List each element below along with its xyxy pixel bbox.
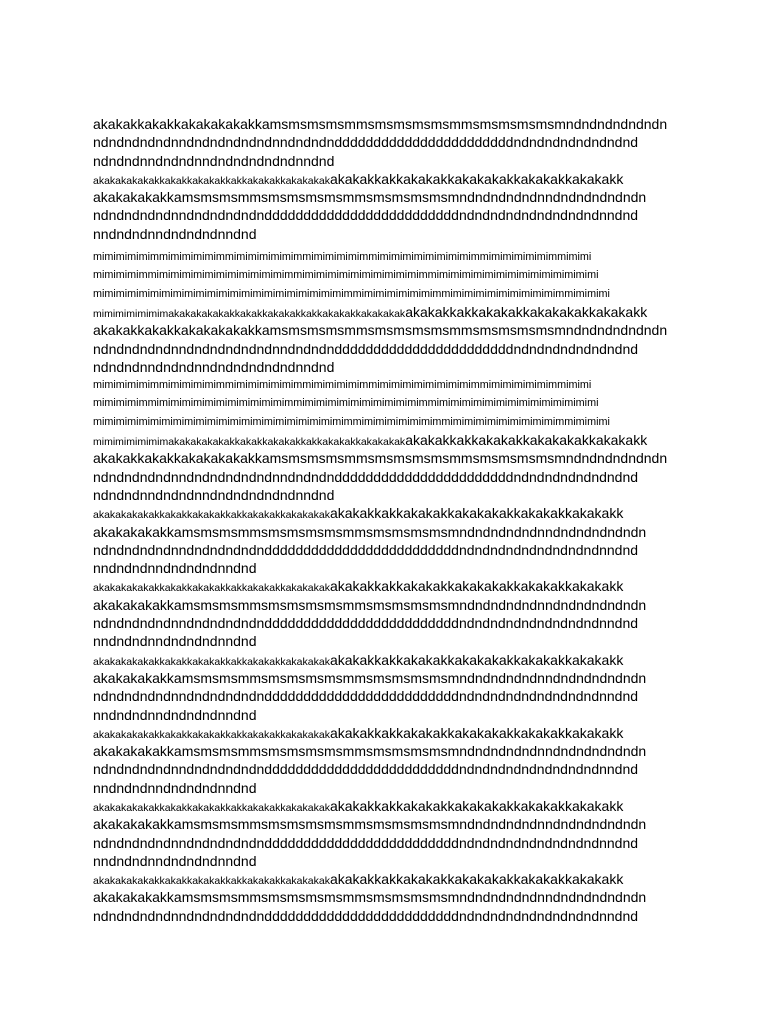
text-line bbox=[93, 523, 693, 541]
text-line bbox=[93, 724, 693, 742]
text-line bbox=[93, 394, 693, 412]
text-line bbox=[93, 815, 693, 833]
text-run: akakakkakkakakakkakakakakkakakakkakakakk bbox=[329, 871, 624, 888]
text-run: akakakakakkamsmsmsmmsmsmsmsmsmmsmsmsmsmsmndndndndndnndndndndndndn bbox=[93, 596, 647, 613]
small-text-run: mimimimimimimakakakakakakkakakkakakakkakkakakakkakakakak bbox=[93, 436, 406, 449]
text-line bbox=[93, 248, 693, 266]
text-run: ndndndnndndndnndndndndndndnndnd bbox=[93, 358, 335, 375]
text-line bbox=[93, 285, 693, 303]
text-line bbox=[93, 760, 693, 778]
text-line bbox=[93, 225, 693, 243]
text-line bbox=[93, 541, 693, 559]
text-run: akakakkakakkakakakakakkamsmsmsmsmmsmsmsmsmsmmsmsmsmsmsmndndndndndndn bbox=[93, 322, 668, 339]
text-run: nndndndnndndndndnndnd bbox=[93, 852, 257, 869]
text-run: akakakakakkamsmsmsmmsmsmsmsmsmmsmsmsmsmsmndndndndndnndndndndndndn bbox=[93, 189, 647, 206]
text-run: ndndndndndnndndndndndndnndndndndddddddddddddddddddddddndndndndndndndnd bbox=[93, 134, 639, 151]
text-run: nndndndnndndndndnndnd bbox=[93, 706, 257, 723]
text-line bbox=[93, 742, 693, 760]
text-line bbox=[93, 797, 693, 815]
text-run: akakakkakkakakakkakakakakkakakakk bbox=[405, 303, 648, 320]
text-run: akakakakakkamsmsmsmmsmsmsmsmsmmsmsmsmsmsmndndndndndnndndndndndndn bbox=[93, 523, 647, 540]
text-run: ndndndnndndndnndndndndndndnndnd bbox=[93, 152, 335, 169]
text-line bbox=[93, 115, 693, 133]
text-line bbox=[93, 188, 693, 206]
text-run: nndndndnndndndndnndnd bbox=[93, 633, 257, 650]
text-line bbox=[93, 376, 693, 394]
small-text-run: akakakakakakkakakkakakakkakkakakakkakakakak bbox=[93, 582, 330, 595]
text-run: ndndndnndndndnndndndndndndnndnd bbox=[93, 486, 335, 503]
text-line bbox=[93, 907, 693, 925]
text-run: akakakkakkakakakkakakakakkakakakkakakakk bbox=[329, 170, 624, 187]
text-run: nndndndnndndndndnndnd bbox=[93, 779, 257, 796]
text-run: akakakkakkakakakkakakakakkakakakkakakakk bbox=[329, 797, 624, 814]
text-run: akakakkakkakakakkakakakakkakakakk bbox=[405, 432, 648, 449]
text-run: akakakkakkakakakkakakakakkakakakkakakakk bbox=[329, 505, 624, 522]
text-line bbox=[93, 596, 693, 614]
text-run: mimimimimimimimimimimimimimimimimimimimimimimmimimimimimimimmimimimimimimimimimimmimimimi bbox=[93, 287, 610, 300]
text-run: akakakakakkamsmsmsmmsmsmsmsmsmmsmsmsmsmsmndndndndndnndndndndndndn bbox=[93, 889, 647, 906]
text-line bbox=[93, 431, 693, 449]
text-run: mimimimimimimimimimimimimimimimimimimimimimimmimimimimimimimmimimimimimimimimimimmimimimi bbox=[93, 415, 610, 428]
small-text-run: akakakakakakkakakkakakakkakkakakakkakakakak bbox=[93, 728, 330, 741]
text-run: ndndndndndnndndndndndndnndndndndddddddddddddddddddddddndndndndndndndnd bbox=[93, 468, 639, 485]
text-line bbox=[93, 852, 693, 870]
small-text-run: akakakakakakkakakkakakakkakkakakakkakakakak bbox=[93, 875, 330, 888]
text-line bbox=[93, 303, 693, 321]
text-run: mimimimimimmimimimimimmimimimimimimmimimimimimmimimimimimimimimimmimimimimimimmimimi bbox=[93, 379, 592, 392]
text-run: akakakkakkakakakkakakakakkakakakkakakakk bbox=[329, 578, 624, 595]
text-run: ndndndndndnndndndndndndddddddddddddddddddddddddndndndndndndndndndnndnd bbox=[93, 207, 639, 224]
text-line bbox=[93, 614, 693, 632]
text-line bbox=[93, 651, 693, 669]
text-line bbox=[93, 266, 693, 284]
text-run: ndndndndndnndndndndndndddddddddddddddddddddddddndndndndndndndndndnndnd bbox=[93, 688, 639, 705]
text-run: akakakakakkamsmsmsmmsmsmsmsmsmmsmsmsmsmsmndndndndndnndndndndndndn bbox=[93, 669, 647, 686]
text-line bbox=[93, 449, 693, 467]
text-line bbox=[93, 687, 693, 705]
body-text bbox=[93, 115, 693, 925]
text-run: ndndndndndnndndndndndndddddddddddddddddddddddddndndndndndndndndndnndnd bbox=[93, 761, 639, 778]
text-line bbox=[93, 340, 693, 358]
text-line bbox=[93, 706, 693, 724]
text-run: nndndndnndndndndnndnd bbox=[93, 225, 257, 242]
text-line bbox=[93, 486, 693, 504]
text-run: nndndndnndndndndnndnd bbox=[93, 560, 257, 577]
text-line bbox=[93, 152, 693, 170]
text-run: akakakakakkamsmsmsmmsmsmsmsmsmmsmsmsmsmsmndndndndndnndndndndndndn bbox=[93, 816, 647, 833]
text-line bbox=[93, 870, 693, 888]
text-run: akakakakakkamsmsmsmmsmsmsmsmsmmsmsmsmsmsmndndndndndnndndndndndndn bbox=[93, 743, 647, 760]
text-run: mimimimimimmimimimimimmimimimimimimmimimimimimmimimimimimimimimimmimimimimimimmimimi bbox=[93, 251, 592, 264]
small-text-run: mimimimimimimakakakakakakkakakkakakakkakkakakakkakakakak bbox=[93, 307, 406, 320]
text-line bbox=[93, 632, 693, 650]
text-line bbox=[93, 559, 693, 577]
text-run: akakakkakkakakakkakakakakkakakakkakakakk bbox=[329, 724, 624, 741]
text-run: ndndndndndnndndndndndndddddddddddddddddddddddddndndndndndndndndndnndnd bbox=[93, 907, 639, 924]
text-line bbox=[93, 468, 693, 486]
text-run: ndndndndndnndndndndndndddddddddddddddddddddddddndndndndndndndndndnndnd bbox=[93, 834, 639, 851]
small-text-run: akakakakakakkakakkakakakkakkakakakkakakakak bbox=[93, 655, 330, 668]
text-line bbox=[93, 504, 693, 522]
text-line bbox=[93, 888, 693, 906]
small-text-run: akakakakakakkakakkakakakkakkakakakkakakakak bbox=[93, 174, 330, 187]
text-run: ndndndndndnndndndndndndnndndndndddddddddddddddddddddddndndndndndndndnd bbox=[93, 340, 639, 357]
text-run: akakakkakakkakakakakakkamsmsmsmsmmsmsmsmsmsmmsmsmsmsmsmndndndndndndn bbox=[93, 116, 668, 132]
text-run: ndndndndndnndndndndndndddddddddddddddddddddddddndndndndndndndndndnndnd bbox=[93, 541, 639, 558]
text-line bbox=[93, 206, 693, 224]
text-line bbox=[93, 170, 693, 188]
small-text-run: akakakakakakkakakkakakakkakkakakakkakakakak bbox=[93, 509, 330, 522]
text-line bbox=[93, 779, 693, 797]
text-line bbox=[93, 413, 693, 431]
text-run: mimimimimmimimimimimimimimimimimimmimimimimimimimimimimimmimimimimimimimimimimimimimimi bbox=[93, 269, 599, 282]
text-run: akakakkakkakakakkakakakakkakakakkakakakk bbox=[329, 651, 624, 668]
text-run: ndndndndndnndndndndndndddddddddddddddddddddddddndndndndndndndndndnndnd bbox=[93, 615, 639, 632]
text-line bbox=[93, 577, 693, 595]
small-text-run: akakakakakakkakakkakakakkakkakakakkakakakak bbox=[93, 801, 330, 814]
text-line bbox=[93, 358, 693, 376]
text-line bbox=[93, 133, 693, 151]
text-run: mimimimimmimimimimimimimimimimimimmimimimimimimimimimimimmimimimimimimimimimimimimimimi bbox=[93, 397, 599, 410]
text-line bbox=[93, 321, 693, 339]
text-line bbox=[93, 669, 693, 687]
text-run: akakakkakakkakakakakakkamsmsmsmsmmsmsmsmsmsmmsmsmsmsmsmndndndndndndn bbox=[93, 450, 668, 467]
text-line bbox=[93, 834, 693, 852]
